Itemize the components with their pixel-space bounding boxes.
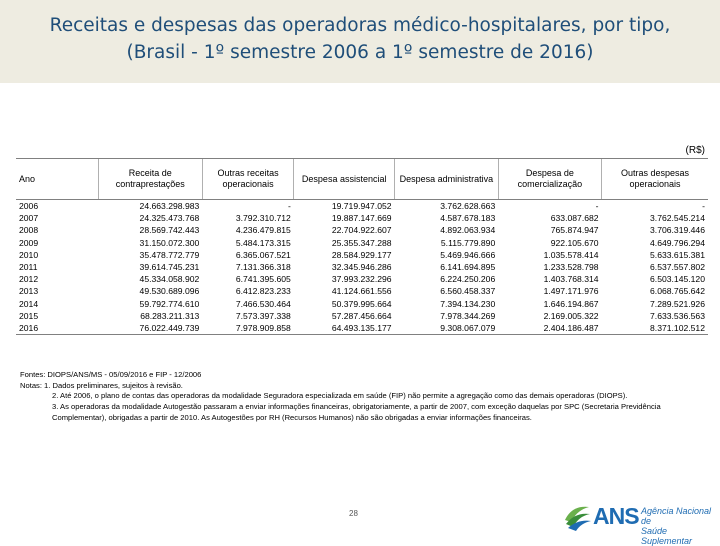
table-row — [16, 261, 708, 273]
value-cell: 6.068.765.642 — [650, 286, 705, 297]
value-cell: 6.365.067.521 — [235, 249, 291, 260]
value-cell: 28.569.742.443 — [139, 225, 200, 236]
value-cell: 6.412.823.233 — [235, 286, 291, 297]
value-cell: 76.022.449.739 — [98, 322, 202, 335]
value-cell: 45.334.058.902 — [139, 274, 200, 285]
page-title — [0, 12, 720, 66]
row-year-cell: 2014 — [19, 298, 39, 309]
value-cell: - — [702, 201, 705, 212]
table-row — [16, 285, 708, 297]
value-cell: 765.874.947 — [550, 225, 599, 236]
notes-block — [20, 370, 710, 424]
table-row — [16, 249, 708, 261]
value-cell: 5.484.173.315 — [235, 237, 291, 248]
value-cell: 6.560.458.337 — [440, 286, 496, 297]
ans-logo — [562, 502, 712, 546]
value-cell: 1.035.578.414 — [543, 249, 599, 260]
value-cell: 25.355.347.288 — [331, 237, 392, 248]
value-cell: 59.792.774.610 — [139, 298, 200, 309]
value-cell: 1.403.768.314 — [543, 274, 599, 285]
value-cell: 4.649.796.294 — [650, 237, 705, 248]
logo-line-2: Saúde Suplementar — [641, 526, 693, 546]
row-year-cell: 2006 — [19, 201, 39, 212]
value-cell: 4.587.678.183 — [440, 213, 496, 224]
header-despesa-assistencial: Despesa assistencial — [294, 159, 395, 200]
row-year-cell: 2015 — [19, 310, 39, 321]
row-year-cell: 2010 — [19, 249, 39, 260]
title-line-2: (Brasil - 1º semestre 2006 a 1º semestre de 2016) — [126, 42, 594, 63]
value-cell: 2.404.186.487 — [498, 322, 601, 335]
value-cell: 19.719.947.052 — [331, 201, 392, 212]
value-cell: 7.466.530.464 — [235, 298, 291, 309]
value-cell: 7.978.344.269 — [440, 310, 496, 321]
value-cell: 5.469.946.666 — [440, 249, 496, 260]
table-row — [16, 322, 708, 335]
value-cell: 6.503.145.120 — [650, 274, 705, 285]
row-year-cell: 2007 — [19, 213, 39, 224]
value-cell: 37.993.232.296 — [331, 274, 392, 285]
value-cell: 39.614.745.231 — [139, 262, 200, 273]
row-year-cell: 2013 — [19, 286, 39, 297]
note-1: Notas: 1. Dados preliminares, sujeitos à revisão. — [20, 380, 183, 390]
value-cell: 50.379.995.664 — [331, 298, 392, 309]
value-cell: 7.394.134.230 — [440, 298, 496, 309]
value-cell: 4.236.479.815 — [235, 225, 291, 236]
value-cell: 35.478.772.779 — [139, 249, 200, 260]
value-cell: 9.308.067.079 — [395, 322, 499, 335]
ans-logo-icon — [562, 502, 592, 532]
value-cell: 22.704.922.607 — [331, 225, 392, 236]
header-receita-contraprestacoes: Receita de contraprestações — [98, 159, 202, 200]
value-cell: 3.762.545.214 — [650, 213, 705, 224]
table-body — [16, 200, 708, 335]
value-cell: 19.887.147.669 — [331, 213, 392, 224]
value-cell: 6.141.694.895 — [440, 262, 496, 273]
value-cell: 28.584.929.177 — [331, 249, 392, 260]
logo-acronym: ANS — [593, 503, 639, 529]
value-cell: 7.289.521.926 — [650, 298, 705, 309]
value-cell: 7.978.909.858 — [202, 322, 294, 335]
table-row — [16, 212, 708, 224]
table-row — [16, 298, 708, 310]
row-year-cell: 2011 — [19, 262, 38, 273]
header-outras-despesas: Outras despesas operacionais — [602, 159, 708, 200]
value-cell: - — [287, 201, 291, 212]
value-cell: 24.325.473.768 — [139, 213, 200, 224]
value-cell: 64.493.135.177 — [294, 322, 395, 335]
data-table — [16, 158, 708, 335]
title-band — [0, 0, 720, 83]
value-cell: 2.169.005.322 — [543, 310, 599, 321]
value-cell: 3.762.628.663 — [440, 201, 496, 212]
value-cell: 3.706.319.446 — [650, 225, 705, 236]
title-line-1: Receitas e despesas das operadoras médico-hospitalares, por tipo, — [49, 15, 671, 36]
table-row — [16, 200, 708, 213]
row-year-cell: 2012 — [19, 274, 39, 285]
table-row — [16, 310, 708, 322]
row-year-cell: 2016 — [16, 322, 98, 335]
logo-subtitle — [641, 506, 712, 546]
value-cell: 1.497.171.976 — [543, 286, 599, 297]
currency-unit: (R$) — [685, 145, 705, 156]
value-cell: 8.371.102.512 — [602, 322, 708, 335]
value-cell: 57.287.456.664 — [331, 310, 392, 321]
value-cell: 3.792.310.712 — [235, 213, 291, 224]
table-row — [16, 273, 708, 285]
value-cell: 7.633.536.563 — [650, 310, 705, 321]
value-cell: 49.530.689.096 — [139, 286, 200, 297]
header-despesa-comercializacao: Despesa de comercialização — [498, 159, 601, 200]
header-outras-receitas: Outras receitas operacionais — [202, 159, 294, 200]
row-year-cell: 2008 — [19, 225, 39, 236]
value-cell: - — [595, 201, 599, 212]
value-cell: 6.741.395.605 — [235, 274, 291, 285]
header-despesa-administrativa: Despesa administrativa — [395, 159, 499, 200]
value-cell: 7.131.366.318 — [235, 262, 291, 273]
value-cell: 5.633.615.381 — [650, 249, 705, 260]
value-cell: 922.105.670 — [550, 237, 599, 248]
source-note: Fontes: DIOPS/ANS/MS - 05/09/2016 e FIP - 12/2006 — [20, 370, 202, 379]
value-cell: 6.537.557.802 — [650, 262, 705, 273]
page-number: 28 — [349, 509, 358, 518]
value-cell: 68.283.211.313 — [140, 310, 200, 321]
value-cell: 4.892.063.934 — [440, 225, 496, 236]
table-row — [16, 237, 708, 249]
value-cell: 6.224.250.206 — [440, 274, 496, 285]
value-cell: 1.646.194.867 — [543, 298, 599, 309]
value-cell: 24.663.298.983 — [139, 201, 200, 212]
table-header-row — [16, 159, 708, 200]
value-cell: 633.087.682 — [550, 213, 599, 224]
note-2: 2. Até 2006, o plano de contas das operadoras da modalidade Seguradora especializada em saúde (FIP) não permite a agregação como das demais operadoras (DIOPS). — [52, 391, 628, 401]
value-cell: 1.233.528.798 — [543, 262, 599, 273]
header-ano: Ano — [16, 159, 98, 200]
table-row — [16, 224, 708, 236]
value-cell: 5.115.779.890 — [440, 237, 496, 248]
note-3: 3. As operadoras da modalidade Autogestão passaram a enviar informações financeiras, obrigatoriamente, a partir de 2007, com exceção daquelas por SPC (Secretaria Previdência Complementar), obrigadas a partir de 2010. As Autogestões por RH (Recursos Humanos) não são obrigadas a enviar informações financeiras. — [52, 402, 661, 422]
logo-line-1: Agência Nacional de — [641, 506, 712, 526]
value-cell: 41.124.661.556 — [331, 286, 392, 297]
value-cell: 32.345.946.286 — [331, 262, 392, 273]
row-year-cell: 2009 — [19, 237, 39, 248]
value-cell: 31.150.072.300 — [139, 237, 200, 248]
value-cell: 7.573.397.338 — [235, 310, 291, 321]
